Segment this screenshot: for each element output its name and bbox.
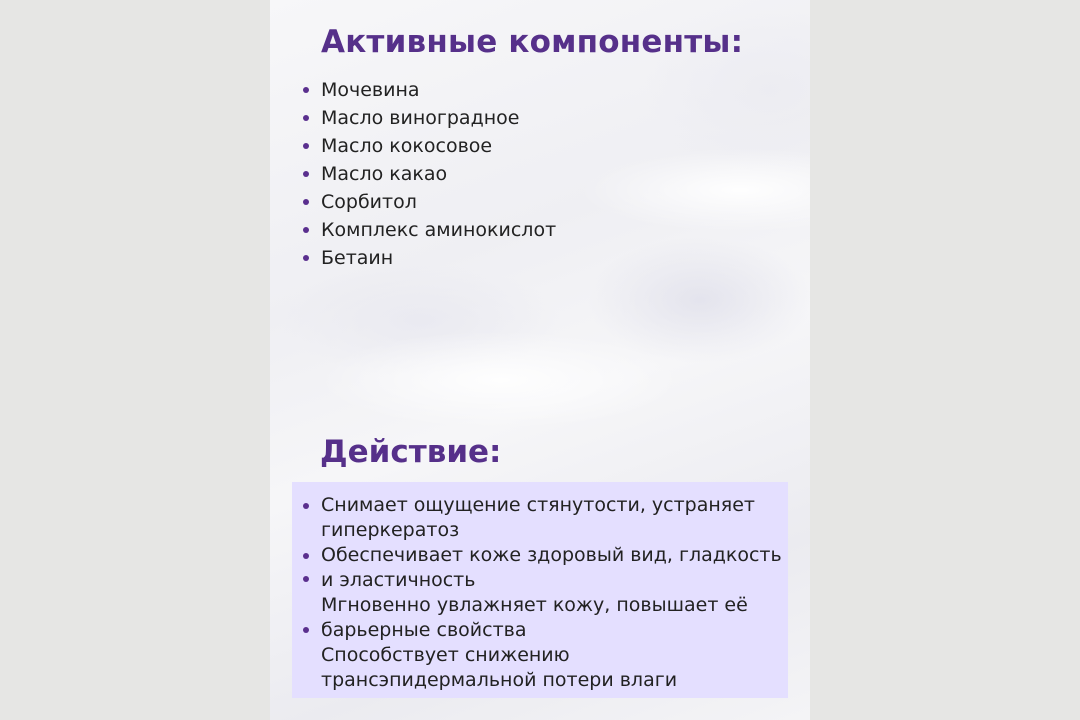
bullet-icon (303, 553, 309, 559)
bullet-icon (303, 227, 309, 233)
bullet-icon (303, 171, 309, 177)
list-item (303, 543, 785, 593)
list-item (303, 132, 556, 160)
list-item (303, 493, 785, 543)
ingredient-label: Масло кокосовое (321, 135, 493, 157)
action-box (292, 482, 788, 698)
ingredient-label: Бетаин (321, 247, 394, 269)
action-label: Мгновенно увлажняет кожу, повышает её барьерные свойства (321, 594, 748, 641)
bullet-icon (303, 87, 309, 93)
list-item (303, 76, 556, 104)
bullet-icon (303, 255, 309, 261)
action-label: Способствует снижению трансэпидермальной потери влаги (321, 644, 678, 691)
list-item (303, 160, 556, 188)
list-item (303, 104, 556, 132)
ingredient-label: Масло какао (321, 163, 448, 185)
list-item (303, 216, 556, 244)
list-item (303, 188, 556, 216)
list-item (303, 244, 556, 272)
list-item (303, 643, 785, 693)
action-label: Обеспечивает коже здоровый вид, гладкость и эластичность (321, 544, 782, 591)
action-heading: Действие: (320, 434, 502, 470)
action-label: Снимает ощущение стянутости, устраняет гиперкератоз (321, 494, 755, 541)
ingredients-list (303, 76, 556, 272)
list-item (303, 593, 785, 643)
bullet-icon (303, 576, 309, 582)
ingredients-heading: Активные компоненты: (321, 24, 744, 60)
ingredient-label: Комплекс аминокислот (321, 219, 557, 241)
bullet-icon (303, 503, 309, 509)
bullet-icon (303, 627, 309, 633)
action-list (303, 493, 785, 693)
bullet-icon (303, 115, 309, 121)
bullet-icon (303, 143, 309, 149)
bullet-icon (303, 199, 309, 205)
ingredient-label: Мочевина (321, 79, 420, 101)
ingredient-label: Сорбитол (321, 191, 417, 213)
product-card (270, 0, 810, 720)
ingredient-label: Масло виноградное (321, 107, 520, 129)
